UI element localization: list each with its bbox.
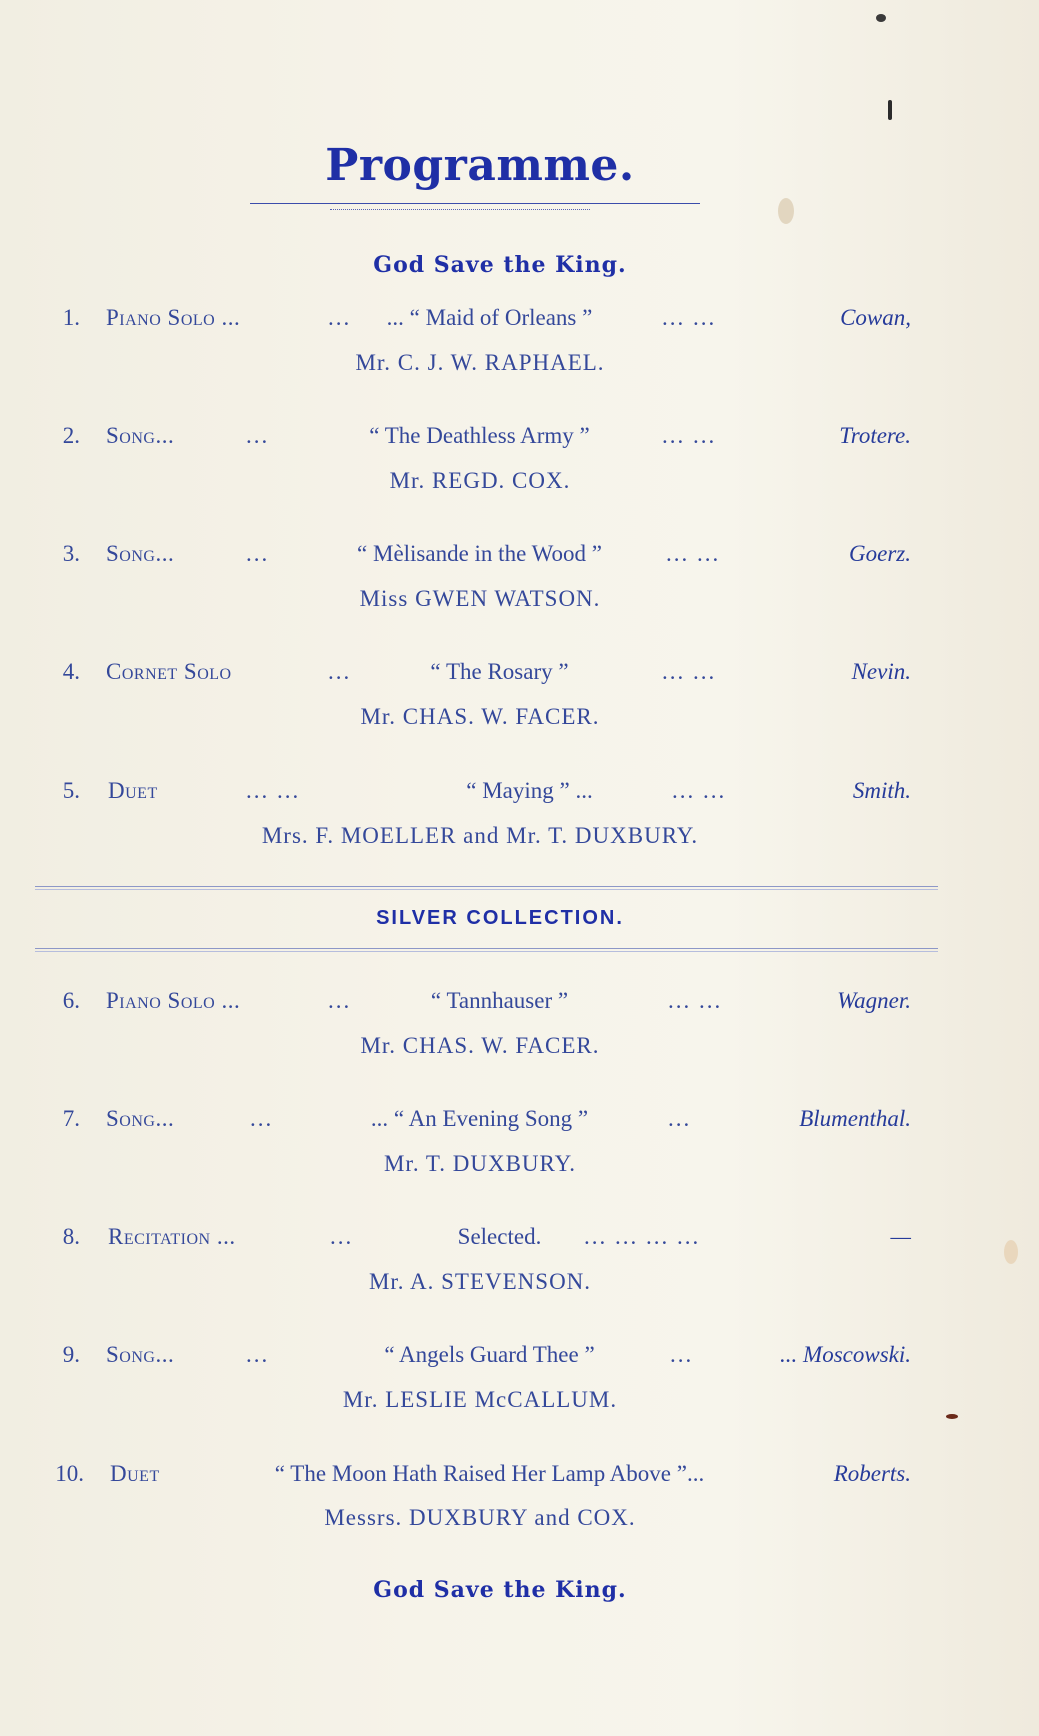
item-dots: ... ... xyxy=(662,305,717,330)
programme-item-1 xyxy=(0,305,1039,339)
item-type: Duet xyxy=(110,1461,160,1486)
title-underline xyxy=(250,203,700,204)
programme-item-5 xyxy=(0,778,1039,812)
item-number: 4. xyxy=(62,659,80,684)
item-number: 10. xyxy=(55,1461,84,1486)
programme-item-6 xyxy=(0,988,1039,1022)
divider-bottom xyxy=(35,948,938,949)
item-performer: Mr. A. STEVENSON. xyxy=(368,1269,592,1294)
item-lead-dots: ... xyxy=(246,423,270,448)
item-dots: ... ... xyxy=(672,778,727,803)
paper-stain xyxy=(876,14,886,22)
item-number: 2. xyxy=(62,423,80,448)
paper-stain xyxy=(946,1414,958,1419)
item-lead-dots: ... xyxy=(328,988,352,1013)
item-lead-dots: ... xyxy=(250,1106,274,1131)
item-lead-dots: ... xyxy=(328,305,352,330)
item-lead-dots: ... xyxy=(246,541,270,566)
item-composer: Trotere. xyxy=(839,423,911,448)
anthem-heading-open: God Save the King. xyxy=(373,252,627,278)
anthem-heading-close: God Save the King. xyxy=(373,1577,627,1603)
item-performer: Messrs. DUXBURY and COX. xyxy=(324,1505,636,1530)
item-composer: Goerz. xyxy=(849,541,911,566)
item-performer: Mrs. F. MOELLER and Mr. T. DUXBURY. xyxy=(261,823,699,848)
item-composer: Roberts. xyxy=(833,1461,911,1486)
page-title: Programme. xyxy=(325,140,635,191)
item-type: Recitation ... xyxy=(108,1224,236,1249)
divider-top xyxy=(35,886,938,887)
item-type: Song... xyxy=(106,1342,175,1367)
item-lead-dots: ... ... xyxy=(246,778,301,803)
item-composer: Wagner. xyxy=(837,988,911,1013)
programme-item-9 xyxy=(0,1342,1039,1376)
item-dots: ... xyxy=(670,1342,694,1367)
item-type: Cornet Solo xyxy=(106,659,232,684)
programme-item-4 xyxy=(0,659,1039,693)
paper-stain xyxy=(888,100,892,120)
item-dots: ... ... ... ... xyxy=(584,1224,701,1249)
item-type: Song... xyxy=(106,1106,175,1131)
item-number: 3. xyxy=(62,541,80,566)
item-dots: ... ... xyxy=(668,988,723,1013)
item-dots: ... xyxy=(668,1106,692,1131)
item-composer: — xyxy=(890,1224,911,1249)
item-type: Duet xyxy=(108,778,158,803)
item-type: Song... xyxy=(106,541,175,566)
item-piece: “ Angels Guard Thee ” xyxy=(384,1342,595,1367)
item-number: 7. xyxy=(62,1106,80,1131)
item-composer: Smith. xyxy=(852,778,911,803)
item-number: 9. xyxy=(62,1342,80,1367)
item-type: Piano Solo ... xyxy=(106,305,241,330)
item-number: 6. xyxy=(62,988,80,1013)
item-composer: Blumenthal. xyxy=(799,1106,911,1131)
programme-item-2 xyxy=(0,423,1039,457)
item-piece: “ Mèlisande in the Wood ” xyxy=(357,541,602,566)
programme-item-7 xyxy=(0,1106,1039,1140)
interval-heading: SILVER COLLECTION. xyxy=(376,907,624,929)
item-performer: Mr. REGD. COX. xyxy=(389,468,571,493)
item-lead-dots: ... xyxy=(330,1224,354,1249)
item-performer: Mr. C. J. W. RAPHAEL. xyxy=(355,350,605,375)
divider-top-inner xyxy=(35,889,938,890)
item-performer: Mr. CHAS. W. FACER. xyxy=(360,704,600,729)
item-piece: ... “ Maid of Orleans ” xyxy=(386,305,593,330)
item-performer: Mr. LESLIE McCALLUM. xyxy=(342,1387,618,1412)
item-piece: ... “ An Evening Song ” xyxy=(370,1106,589,1131)
item-piece: “ Tannhauser ” xyxy=(430,988,569,1013)
item-piece: “ Maying ” ... xyxy=(466,778,593,803)
programme-item-10 xyxy=(0,1461,1039,1495)
item-lead-dots: ... xyxy=(328,659,352,684)
title-underline-dotted xyxy=(330,209,590,210)
programme-item-8 xyxy=(0,1224,1039,1258)
item-composer: Cowan, xyxy=(840,305,911,330)
item-dots: ... ... xyxy=(662,423,717,448)
item-piece: “ The Deathless Army ” xyxy=(369,423,590,448)
item-dots: ... ... xyxy=(662,659,717,684)
item-lead-dots: ... xyxy=(246,1342,270,1367)
item-number: 8. xyxy=(62,1224,80,1249)
item-type: Piano Solo ... xyxy=(106,988,241,1013)
item-performer: Mr. CHAS. W. FACER. xyxy=(360,1033,600,1058)
item-type: Song... xyxy=(106,423,175,448)
item-number: 1. xyxy=(62,305,80,330)
item-performer: Miss GWEN WATSON. xyxy=(359,586,601,611)
item-composer: ... Moscowski. xyxy=(780,1342,911,1367)
item-composer: Nevin. xyxy=(851,659,911,684)
item-dots: ... ... xyxy=(666,541,721,566)
item-piece: “ The Rosary ” xyxy=(430,659,569,684)
programme-item-3 xyxy=(0,541,1039,575)
paper-stain xyxy=(778,198,794,224)
item-number: 5. xyxy=(62,778,80,803)
item-performer: Mr. T. DUXBURY. xyxy=(383,1151,576,1176)
divider-bottom-inner xyxy=(35,951,938,952)
item-piece: “ The Moon Hath Raised Her Lamp Above ”... xyxy=(274,1461,705,1486)
item-piece: Selected. xyxy=(457,1224,542,1249)
